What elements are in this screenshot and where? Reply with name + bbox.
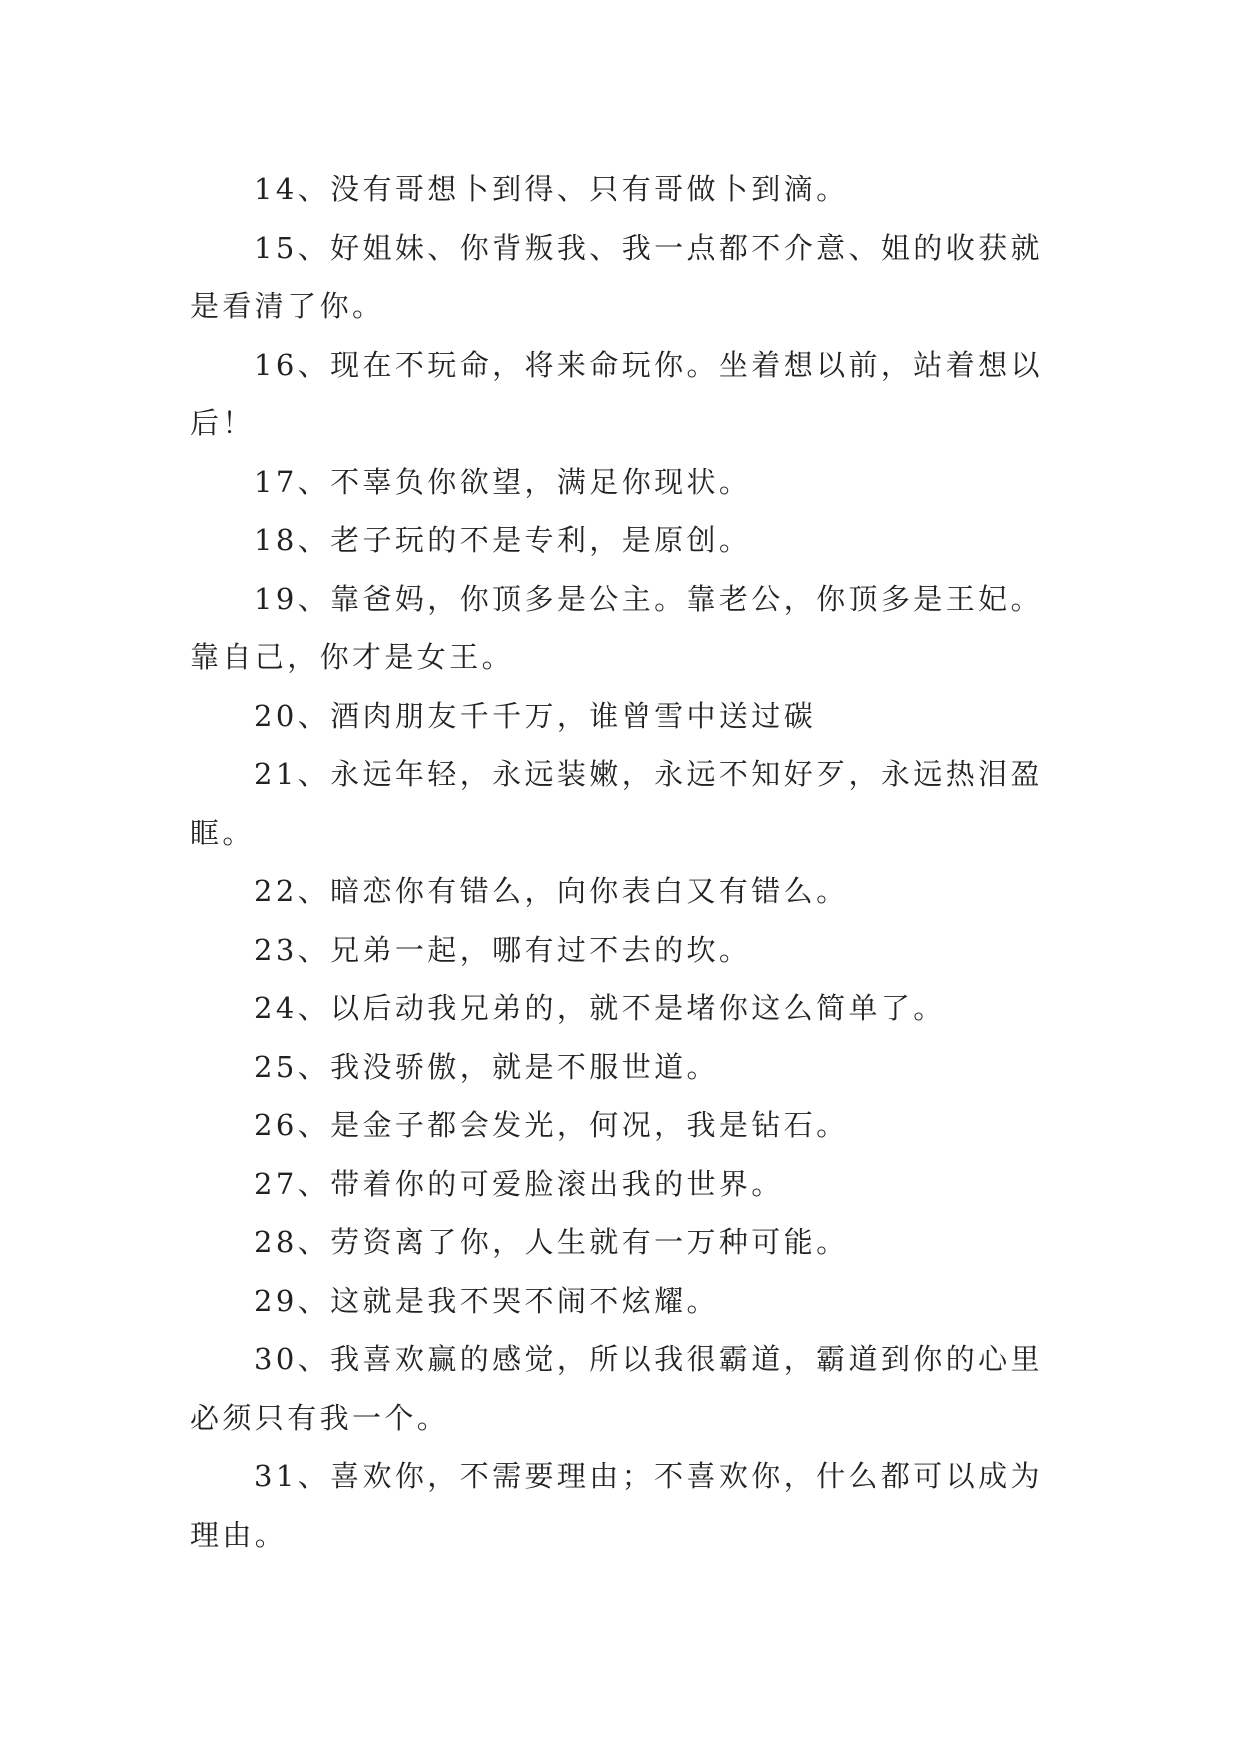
document-body	[190, 160, 1058, 1564]
paragraph-29: 29、这就是我不哭不闹不炫耀。	[254, 1283, 719, 1318]
paragraph-31: 31、喜欢你，不需要理由；不喜欢你，什么都可以成为理由。	[190, 1459, 1043, 1552]
paragraph-26: 26、是金子都会发光，何况，我是钻石。	[254, 1108, 849, 1142]
paragraph-23: 23、兄弟一起，哪有过不去的坎。	[254, 932, 752, 967]
paragraph-25: 25、我没骄傲，就是不服世道。	[254, 1049, 719, 1084]
paragraph-24: 24、以后动我兄弟的，就不是堵你这么简单了。	[254, 991, 946, 1025]
paragraph-21: 21、永远年轻，永远装嫩，永远不知好歹，永远热泪盈眶。	[190, 757, 1043, 850]
paragraph-27: 27、带着你的可爱脸滚出我的世界。	[254, 1166, 784, 1201]
paragraph-30: 30、我喜欢赢的感觉，所以我很霸道，霸道到你的心里必须只有我一个。	[190, 1342, 1043, 1435]
paragraph-17: 17、不辜负你欲望，满足你现状。	[254, 464, 752, 499]
paragraph-28: 28、劳资离了你，人生就有一万种可能。	[254, 1225, 849, 1259]
paragraph-22: 22、暗恋你有错么，向你表白又有错么。	[254, 874, 849, 908]
paragraph-20: 20、酒肉朋友千千万，谁曾雪中送过碳	[254, 698, 817, 733]
paragraph-15: 15、好姐妹、你背叛我、我一点都不介意、姐的收获就是看清了你。	[190, 230, 1043, 323]
paragraph-14: 14、没有哥想卜到得、只有哥做卜到滴。	[254, 172, 849, 206]
paragraph-18: 18、老子玩的不是专利，是原创。	[254, 523, 752, 557]
paragraph-16: 16、现在不玩命，将来命玩你。坐着想以前，站着想以后！	[190, 347, 1043, 440]
paragraph-19: 19、靠爸妈，你顶多是公主。靠老公，你顶多是王妃。靠自己，你才是女王。	[190, 581, 1043, 674]
